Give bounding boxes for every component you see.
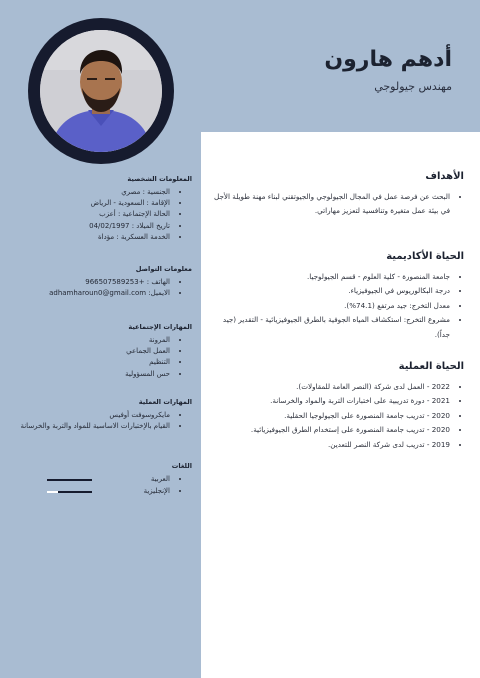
list-item: • 2020 - تدريب جامعة المنصورة على الجيولوجيا الحقلية. [206, 409, 450, 423]
list-item: • القيام بالإختبارات الاساسية للمواد والتربة والخرسانة [14, 421, 170, 432]
language-level-bar [47, 479, 92, 481]
list-item: • 2020 - تدريب جامعة المنصورة على إستخدام الطرق الجيوفيزيائية. [206, 423, 450, 437]
list-item: • حس المسؤولية [14, 369, 170, 380]
social-skills-title: المهارات الإجتماعية [128, 323, 192, 331]
objectives-title: الأهداف [425, 171, 464, 182]
language-level-bar [47, 491, 92, 493]
list-item: • التنظيم [14, 357, 170, 368]
list-item: • الإقامة : السعودية - الرياض [14, 198, 170, 209]
practical-section [206, 361, 464, 452]
candidate-name: أدهم هارون [324, 47, 452, 72]
practical-skills-list [14, 410, 192, 432]
language-level-fill [47, 479, 92, 481]
social-skills-section [14, 323, 192, 380]
social-skills-list [14, 335, 192, 380]
language-level-fill [58, 491, 92, 493]
language-name: • الإنجليزية [143, 487, 170, 496]
list-item: • مايكروسوفت أوفيس [14, 410, 170, 421]
personal-section [14, 175, 192, 243]
practical-title: الحياة العملية [398, 361, 464, 372]
avatar-frame [28, 18, 174, 164]
language-item [14, 474, 170, 486]
practical-skills-title: المهارات العملية [138, 398, 192, 406]
list-item: • 2021 - دورة تدريبية على اختبارات التربة والمواد والخرسانة. [206, 394, 450, 408]
list-item: • مشروع التخرج: استكشاف المياه الجوفية بالطرق الجيوفيزيائية - التقدير (جيد جداً). [206, 313, 450, 342]
academic-list [206, 270, 464, 342]
phone-item: • الهاتف : +966507589253 [14, 277, 170, 288]
objectives-list [206, 190, 464, 219]
list-item: • الخدمة العسكرية : مؤداة [14, 232, 170, 243]
languages-title: اللغات [171, 462, 192, 470]
contact-section [14, 265, 192, 299]
language-name: • العربية [150, 475, 170, 484]
objectives-section [206, 171, 464, 219]
profile-photo [40, 30, 162, 152]
contact-list [14, 277, 192, 299]
list-item: • تاريخ الميلاد : 04/02/1997 [14, 221, 170, 232]
list-item: • البحث عن فرصة عمل في المجال الجيولوجي والجيوتقني لبناء مهنة طويلة الأجل في بيئة عمل متغيرة وتنافسية لتعزيز مهاراتي. [206, 190, 450, 219]
list-item: • العمل الجماعي [14, 346, 170, 357]
academic-title: الحياة الأكاديمية [386, 251, 464, 262]
email-item: • الايميل: adhamharoun0@gmail.com [14, 288, 170, 299]
list-item: • 2022 - العمل لدى شركة (النصر العامة للمقاولات). [206, 380, 450, 394]
practical-list [206, 380, 464, 452]
list-item: • معدل التخرج: جيد مرتفع (74.1%). [206, 299, 450, 313]
list-item: • درجة البكالوريوس في الجيوفيزياء. [206, 284, 450, 298]
languages-list [14, 474, 192, 498]
job-title: مهندس جيولوجي [374, 80, 452, 94]
languages-section [14, 462, 192, 498]
header [324, 48, 452, 93]
list-item: • الحالة الإجتماعية : أعزب [14, 209, 170, 220]
practical-skills-section [14, 398, 192, 432]
academic-section [206, 251, 464, 342]
list-item: • 2019 - تدريب لدى شركة النصر للتعدين. [206, 438, 450, 452]
list-item: • المرونة [14, 335, 170, 346]
personal-list [14, 187, 192, 243]
contact-title: معلومات التواصل [135, 265, 192, 273]
list-item: • الجنسية : مصري [14, 187, 170, 198]
avatar [40, 30, 162, 152]
language-item [14, 486, 170, 498]
list-item: • جامعة المنصورة - كلية العلوم - قسم الجيولوجيا. [206, 270, 450, 284]
personal-title: المعلومات الشخصية [127, 175, 192, 183]
